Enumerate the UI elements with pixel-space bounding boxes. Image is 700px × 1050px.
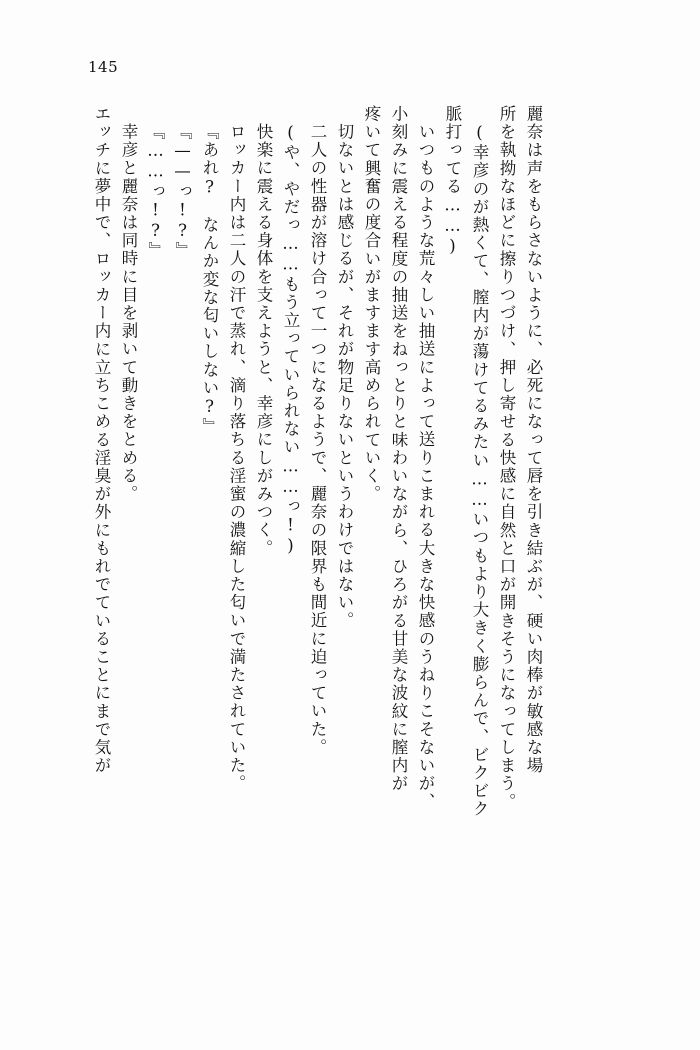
text-column: 『あれ? なんか変な匂いしない?』 <box>200 123 219 436</box>
text-column: 『……っ!?』 <box>146 123 165 260</box>
text-column: (や、やだっ……もう立っていられない……っ!) <box>281 123 300 557</box>
text-column: 幸彦と麗奈は同時に目を剥いて動きをとめる。 <box>119 123 138 504</box>
vertical-text-body <box>82 105 622 985</box>
text-column: 麗奈は声をもらさないように、必死になって唇を引き結ぶが、硬い肉棒が敏感な場 <box>524 105 543 775</box>
text-column: 所を執拗なほどに擦りつづけ、押し寄せる快感に自然と口が開きそうになってしまう。 <box>497 105 516 811</box>
text-column: 快楽に震える身体を支えようと、幸彦にしがみつく。 <box>254 123 273 558</box>
text-column: (幸彦のが熱くて、膣内が蕩けてるみたい……いつもより大きく膨らんで、ビクビク <box>470 123 489 819</box>
text-column: 脈打ってる……) <box>443 105 462 258</box>
text-column: いつものような荒々しい抽送によって送りこまれる大きな快感のうねりこそないが、 <box>416 123 435 811</box>
text-column: 疼いて興奮の度合いがますます高められていく。 <box>362 105 381 504</box>
text-column: 切ないとは感じるが、それが物足りないというわけではない。 <box>335 123 354 630</box>
page-number: 145 <box>88 58 119 76</box>
text-column: 小刻みに震える程度の抽送をねっとりと味わいながら、ひろがる甘美な波紋に膣内が <box>389 105 408 793</box>
text-column: 二人の性器が溶け合って一つになるようで、麗奈の限界も間近に迫っていた。 <box>308 123 327 757</box>
text-column: エッチに夢中で、ロッカー内に立ちこめる淫臭が外にもれでていることにまで気が <box>92 105 111 775</box>
text-column: 『——っ!?』 <box>173 123 192 260</box>
text-column: ロッカー内は二人の汗で蒸れ、滴り落ちる淫蜜の濃縮した匂いで満たされていた。 <box>227 123 246 793</box>
